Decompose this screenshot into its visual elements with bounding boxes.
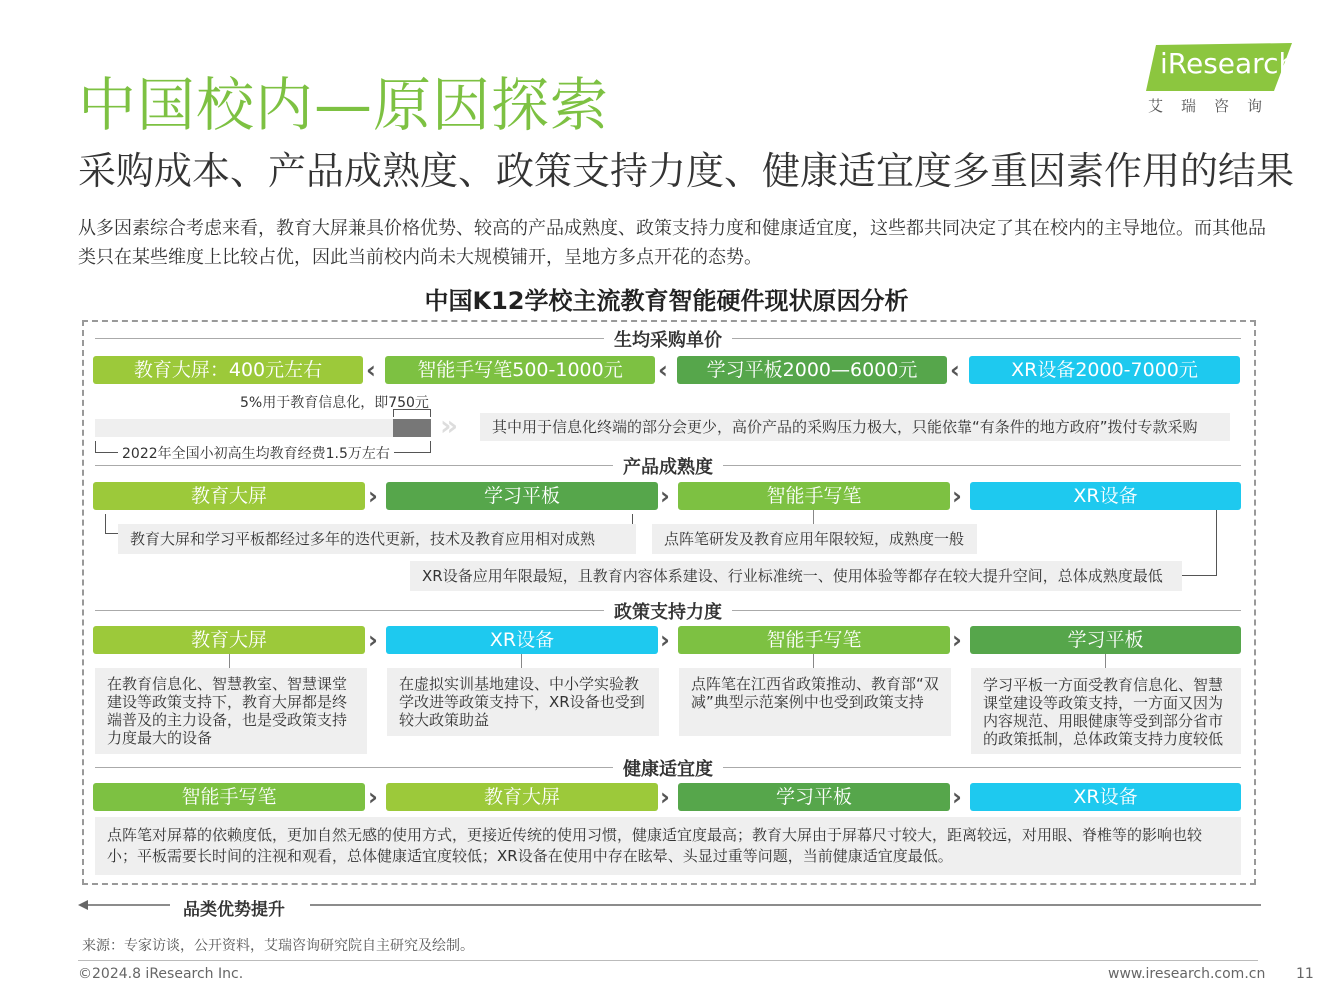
connector [1105,654,1106,668]
website-link[interactable]: www.iresearch.com.cn [1108,966,1266,982]
maturity-desc-3: XR设备应用年限最短，且教育内容体系建设、行业标准统一、使用体验等都存在较大提升空间，总体成熟度最低 [410,561,1182,591]
policy-bar-xr: XR设备 [386,626,658,654]
chevron-left-icon: ‹ [366,356,376,384]
chevron-right-icon: › [660,626,670,654]
chevron-right-icon: › [368,626,378,654]
budget-bar [95,419,395,437]
section-maturity-header: 产品成熟度 [95,455,1241,475]
page-number: 11 [1296,966,1314,982]
health-desc: 点阵笔对屏幕的依赖度低，更加自然无感的使用方式，更接近传统的使用习惯，健康适宜度最高；教育大屏由于屏幕尺寸较大，距离较远，对用眼、脊椎等的影响也较小；平板需要长时间的注视和观看，总体健康适宜度较低；XR设备在使用中存在眩晕、头显过重等问题，当前健康适宜度最低。 [95,817,1241,875]
connector [813,510,814,524]
advantage-label: 品类优势提升 [183,900,285,920]
source-note: 来源：专家访谈，公开资料，艾瑞咨询研究院自主研究及绘制。 [82,938,474,954]
price-bar-edu-screen: 教育大屏：400元左右 [93,356,363,384]
policy-bar-smart-pen: 智能手写笔 [678,626,950,654]
chevron-right-icon: › [660,783,670,811]
chevron-right-icon: › [368,482,378,510]
maturity-bar-xr: XR设备 [970,482,1241,510]
connector [813,654,814,668]
maturity-desc-1: 教育大屏和学习平板都经过多年的迭代更新，技术及教育应用相对成熟 [118,524,636,554]
chevron-right-icon: › [952,626,962,654]
policy-desc-smart-pen: 点阵笔在江西省政策推动、教育部“双减”典型示范案例中也受到政策支持 [679,668,951,736]
maturity-bracket-3 [1180,510,1217,576]
connector [229,654,230,668]
policy-desc-edu-screen: 在教育信息化、智慧教室、智慧课堂建设等政策支持下，教育大屏都是终端普及的主力设备，也是受政策支持力度最大的设备 [95,668,367,754]
health-bar-smart-pen: 智能手写笔 [93,783,365,811]
maturity-bar-smart-pen: 智能手写笔 [678,482,950,510]
note-budget: 2022年全国小初高生均教育经费1.5万左右 [118,443,394,463]
page-title: 中国校内—原因探索 [78,71,610,139]
logo-brand: iResearch [1160,47,1297,80]
iresearch-logo [1146,43,1296,123]
price-bar-smart-pen: 智能手写笔500-1000元 [385,356,655,384]
chevron-right-icon: › [952,482,962,510]
health-bar-edu-screen: 教育大屏 [386,783,658,811]
maturity-bar-edu-screen: 教育大屏 [93,482,365,510]
chevron-right-icon: › [660,482,670,510]
footer-divider [78,960,1258,961]
maturity-bar-tablet: 学习平板 [386,482,658,510]
connector [521,654,522,668]
maturity-desc-2: 点阵笔研发及教育应用年限较短，成熟度一般 [652,524,977,554]
intro-paragraph: 从多因素综合考虑来看，教育大屏兼具价格优势、较高的产品成熟度、政策支持力度和健康适宜度，这些都共同决定了其在校内的主导地位。而其他品类只在某些维度上比较占优，因此当前校内尚未大规模铺开，呈地方多点开花的态势。 [78,218,1266,268]
section-policy-header: 政策支持力度 [95,600,1241,620]
price-desc: 其中用于信息化终端的部分会更少，高价产品的采购压力极大，只能依靠“有条件的地方政府”拨付专款采购 [480,413,1230,441]
chevron-right-icon: › [368,783,378,811]
policy-bar-tablet: 学习平板 [970,626,1241,654]
chevron-left-icon: ‹ [658,356,668,384]
bracket-top [393,409,431,417]
section-price-header: 生均采购单价 [95,328,1241,348]
price-bar-tablet: 学习平板2000—6000元 [677,356,947,384]
budget-share-bar [393,419,431,437]
policy-bar-edu-screen: 教育大屏 [93,626,365,654]
copyright: ©2024.8 iResearch Inc. [78,966,244,982]
policy-desc-xr: 在虚拟实训基地建设、中小学实验教学改进等政策支持下，XR设备也受到较大政策助益 [387,668,659,736]
policy-desc-tablet: 学习平板一方面受教育信息化、智慧课堂建设等政策支持，一方面又因为内容规范、用眼健康等受到部分省市的政策抵制，总体政策支持力度较低 [971,668,1241,754]
health-bar-xr: XR设备 [970,783,1241,811]
chart-title: 中国K12学校主流教育智能硬件现状原因分析 [424,287,909,315]
logo-cn: 艾瑞咨询 [1148,97,1281,115]
note-750: 5%用于教育信息化，即750元 [240,395,429,411]
section-health-header: 健康适宜度 [95,757,1241,777]
double-chevron-icon: » [440,409,459,442]
page-subtitle: 采购成本、产品成熟度、政策支持力度、健康适宜度多重因素作用的结果 [78,149,1295,193]
price-bar-xr: XR设备2000-7000元 [969,356,1240,384]
chevron-left-icon: ‹ [950,356,960,384]
chevron-right-icon: › [952,783,962,811]
health-bar-tablet: 学习平板 [678,783,950,811]
